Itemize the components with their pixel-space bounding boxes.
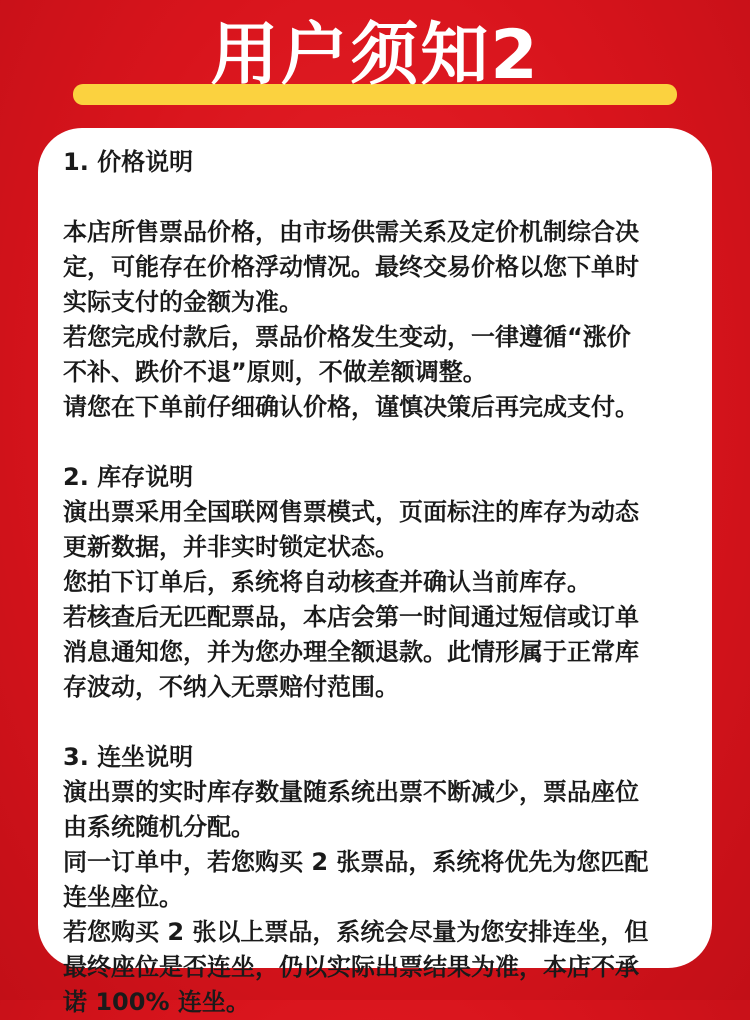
section-line: 请您在下单前仔细确认价格，谨慎决策后再完成支付。 bbox=[63, 393, 639, 421]
section-seating bbox=[63, 740, 703, 1020]
section-line: 若核查后无匹配票品，本店会第一时间通过短信或订单 bbox=[63, 603, 639, 631]
notice-content bbox=[63, 145, 703, 1020]
section-heading: 3. 连坐说明 bbox=[63, 743, 194, 771]
section-line: 连坐座位。 bbox=[63, 883, 183, 911]
section-line: 存波动，不纳入无票赔付范围。 bbox=[63, 673, 399, 701]
header bbox=[0, 0, 750, 110]
section-line: 同一订单中，若您购买 2 张票品，系统将优先为您匹配 bbox=[63, 848, 649, 876]
section-line: 实际支付的金额为准。 bbox=[63, 288, 303, 316]
section-inventory bbox=[63, 460, 703, 705]
section-line: 若您购买 2 张以上票品，系统会尽量为您安排连坐，但 bbox=[63, 918, 649, 946]
section-line: 更新数据，并非实时锁定状态。 bbox=[63, 533, 399, 561]
section-line: 最终座位是否连坐，仍以实际出票结果为准，本店不承 bbox=[63, 953, 639, 981]
section-line: 演出票的实时库存数量随系统出票不断减少，票品座位 bbox=[63, 778, 639, 806]
page-title: 用户须知2 bbox=[210, 16, 540, 95]
section-line: 定，可能存在价格浮动情况。最终交易价格以您下单时 bbox=[63, 253, 639, 281]
section-line: 诺 100% 连坐。 bbox=[63, 988, 250, 1016]
section-heading: 2. 库存说明 bbox=[63, 463, 194, 491]
section-line: 本店所售票品价格，由市场供需关系及定价机制综合决 bbox=[63, 218, 639, 246]
section-heading: 1. 价格说明 bbox=[63, 148, 194, 176]
section-line: 消息通知您，并为您办理全额退款。此情形属于正常库 bbox=[63, 638, 639, 666]
section-line: 若您完成付款后，票品价格发生变动，一律遵循“涨价 bbox=[63, 323, 631, 351]
section-price bbox=[63, 145, 703, 425]
section-line: 由系统随机分配。 bbox=[63, 813, 255, 841]
section-line: 您拍下订单后，系统将自动核查并确认当前库存。 bbox=[63, 568, 591, 596]
section-line: 演出票采用全国联网售票模式，页面标注的库存为动态 bbox=[63, 498, 639, 526]
section-line: 不补、跌价不退”原则，不做差额调整。 bbox=[63, 358, 487, 386]
